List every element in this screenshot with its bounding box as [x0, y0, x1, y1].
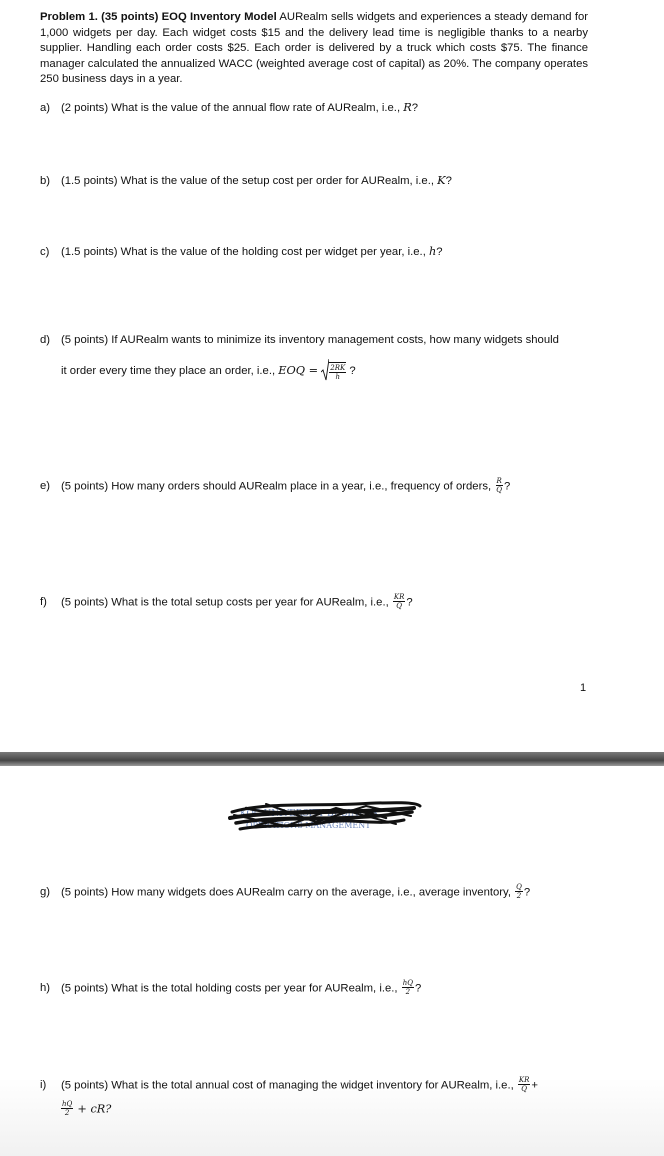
question-e: e) (5 points) How many orders should AURealm place in a year, i.e., frequency of orders, $\frac{R}{Q}$ ?	[40, 477, 511, 494]
question-g: g) (5 points) How many widgets does AURealm carry on the average, i.e., average inventory, $\frac{Q}{2}$ ?	[40, 883, 531, 900]
redacted-logo-scribble	[226, 796, 422, 834]
problem-statement	[40, 10, 588, 88]
page-divider	[0, 752, 664, 766]
fraction: $\frac{KR}{Q}$	[393, 593, 405, 610]
fraction: $\frac{Q}{2}$	[516, 883, 522, 900]
svg-text:OPERATIONS MANAGEMENT: OPERATIONS MANAGEMENT	[246, 821, 371, 830]
math-symbol: K	[437, 174, 446, 187]
question-d-continued: it order every time they place an order, i.e., EOQ = $\frac{2RK}{h}$ ?	[61, 360, 356, 382]
question-d: d) (5 points) If AURealm wants to minimize its inventory management costs, how many widgets should	[40, 334, 559, 346]
svg-text:KOC UNIVERSITY BUSINESS: KOC UNIVERSITY BUSINESS	[240, 809, 378, 819]
problem-heading: Problem 1. (35 points) EOQ Inventory Model	[40, 11, 277, 23]
math-symbol: h	[428, 245, 437, 258]
question-i-continued: $\frac{hQ}{2}$ + cR?	[62, 1100, 112, 1117]
question-h: h) (5 points) What is the total holding costs per year for AURealm, i.e., $\frac{hQ}{2}$ ?	[40, 979, 422, 996]
question-i: i) (5 points) What is the total annual cost of managing the widget inventory for AURealm, i.e., $\frac{KR}{Q}$ +	[40, 1076, 538, 1093]
question-b: b) (1.5 points) What is the value of the setup cost per order for AURealm, i.e., K?	[40, 174, 452, 187]
math-eoq: EOQ =	[278, 363, 319, 377]
sqrt-formula: $\frac{2RK}{h}$	[321, 359, 346, 381]
math-symbol: R	[403, 101, 412, 114]
fraction: $\frac{hQ}{2}$	[62, 1100, 73, 1117]
problem-body: AURealm sells widgets and experiences a steady demand for 1,000 widgets per day. Each widget costs $15 and the delivery lead time is negligible thanks to a nearby supplier. Handling each order costs $25. Each order is delivered by a truck which costs $75. The finance manager calculated the annualized WACC (weighted average cost of capital) as 20%. The company operates 250 business days in a year.	[40, 11, 589, 86]
question-f: f) (5 points) What is the total setup costs per year for AURealm, i.e., $\frac{KR}{Q}$ ?	[40, 593, 413, 610]
question-c: c) (1.5 points) What is the value of the holding cost per widget per year, i.e., h?	[40, 245, 443, 258]
fraction: $\frac{hQ}{2}$	[402, 979, 413, 996]
fraction: $\frac{KR}{Q}$	[518, 1076, 530, 1093]
question-a: a) (2 points) What is the value of the annual flow rate of AURealm, i.e., R?	[40, 101, 419, 114]
page-number: 1	[580, 682, 587, 694]
fraction: $\frac{R}{Q}$	[496, 477, 503, 494]
radical-sign-icon	[321, 359, 329, 381]
